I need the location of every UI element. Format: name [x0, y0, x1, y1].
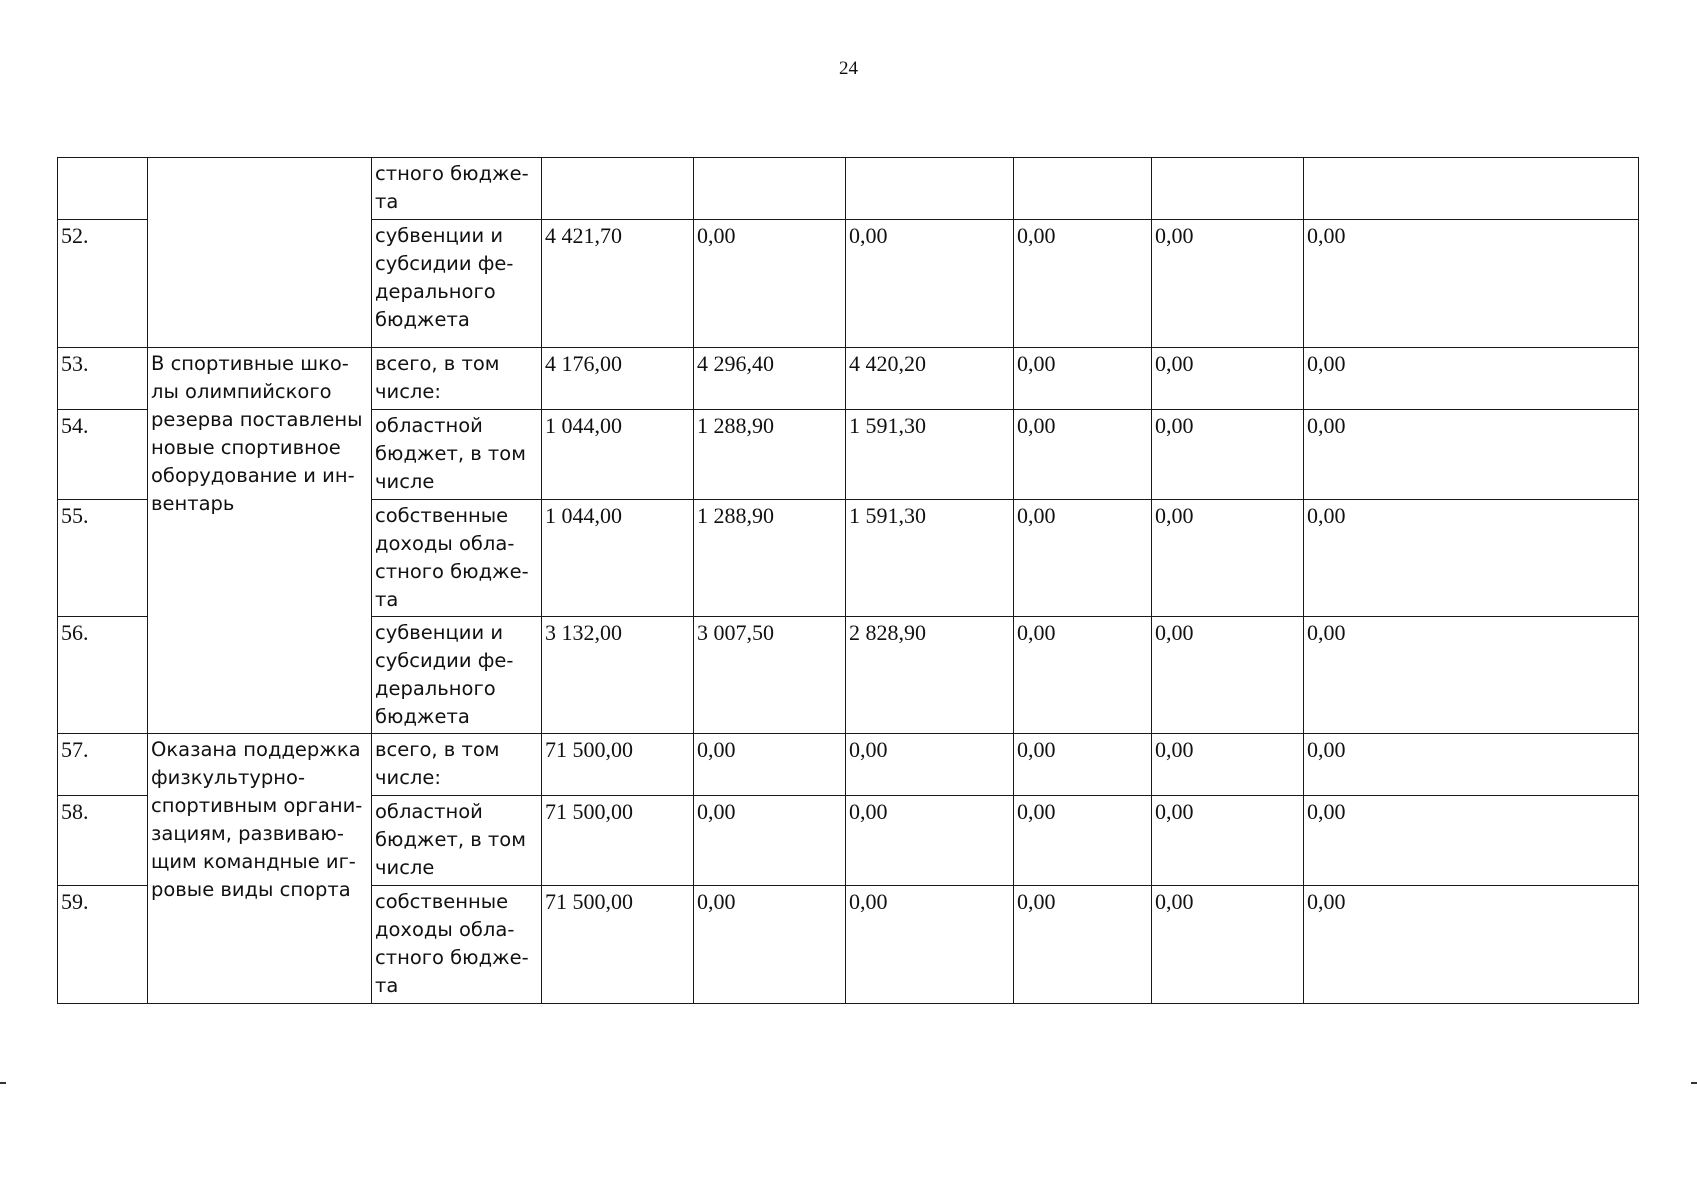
value-cell: 0,00: [694, 220, 846, 348]
value-cell: 0,00: [694, 734, 846, 796]
value-cell: [694, 158, 846, 220]
value-cell: 0,00: [694, 886, 846, 1004]
row-index: 57.: [58, 734, 148, 796]
funding-source: областной бюджет, в том числе: [372, 796, 542, 886]
value-cell: 0,00: [1014, 617, 1152, 734]
value-cell: [1152, 158, 1304, 220]
value-cell: 2 828,90: [846, 617, 1014, 734]
value-cell: 0,00: [846, 796, 1014, 886]
value-cell: 4 296,40: [694, 348, 846, 410]
value-cell: 71 500,00: [542, 734, 694, 796]
table-row: [58, 734, 1639, 796]
page-number: 24: [839, 58, 858, 79]
row-description-empty: [148, 158, 372, 348]
value-cell: 0,00: [1152, 348, 1304, 410]
value-cell: 0,00: [1014, 796, 1152, 886]
value-cell: 0,00: [1152, 796, 1304, 886]
funding-source: областной бюджет, в том числе: [372, 410, 542, 500]
row-index: 58.: [58, 796, 148, 886]
value-cell: 0,00: [1014, 410, 1152, 500]
value-cell: 0,00: [1304, 734, 1639, 796]
table-row: [58, 348, 1639, 410]
value-cell: 0,00: [846, 220, 1014, 348]
value-cell: 0,00: [1304, 220, 1639, 348]
value-cell: 0,00: [1152, 500, 1304, 617]
funding-source: субвенции и субсидии фе- дерального бюджета: [372, 220, 542, 348]
value-cell: 1 044,00: [542, 410, 694, 500]
value-cell: 0,00: [1014, 500, 1152, 617]
value-cell: 3 007,50: [694, 617, 846, 734]
row-index: 55.: [58, 500, 148, 617]
value-cell: 0,00: [1304, 617, 1639, 734]
funding-source: субвенции и субсидии фе- дерального бюджета: [372, 617, 542, 734]
funding-source: собственные доходы обла- стного бюдже- та: [372, 500, 542, 617]
scan-margin-mark: [1691, 1082, 1697, 1084]
value-cell: 1 591,30: [846, 410, 1014, 500]
value-cell: 0,00: [1014, 886, 1152, 1004]
value-cell: 1 044,00: [542, 500, 694, 617]
value-cell: 0,00: [1304, 500, 1639, 617]
scan-margin-mark: [0, 1082, 6, 1084]
value-cell: 71 500,00: [542, 886, 694, 1004]
value-cell: 0,00: [1014, 734, 1152, 796]
value-cell: 0,00: [1152, 617, 1304, 734]
value-cell: 0,00: [1304, 410, 1639, 500]
value-cell: [1014, 158, 1152, 220]
table-row: [58, 158, 1639, 220]
value-cell: 0,00: [1014, 220, 1152, 348]
value-cell: 0,00: [1304, 796, 1639, 886]
value-cell: [846, 158, 1014, 220]
funding-source: собственные доходы обла- стного бюдже- та: [372, 886, 542, 1004]
budget-table: [57, 157, 1639, 1004]
value-cell: 3 132,00: [542, 617, 694, 734]
value-cell: 0,00: [1152, 886, 1304, 1004]
value-cell: [542, 158, 694, 220]
value-cell: 0,00: [1152, 220, 1304, 348]
funding-source: стного бюдже- та: [372, 158, 542, 220]
funding-source: всего, в том числе:: [372, 734, 542, 796]
value-cell: 0,00: [846, 734, 1014, 796]
value-cell: [1304, 158, 1639, 220]
value-cell: 0,00: [1152, 410, 1304, 500]
value-cell: 4 421,70: [542, 220, 694, 348]
row-index: 54.: [58, 410, 148, 500]
value-cell: 4 176,00: [542, 348, 694, 410]
row-index: 56.: [58, 617, 148, 734]
row-index: 52.: [58, 220, 148, 348]
funding-source: всего, в том числе:: [372, 348, 542, 410]
value-cell: 1 288,90: [694, 410, 846, 500]
row-index: 53.: [58, 348, 148, 410]
row-index: [58, 158, 148, 220]
measure-description: В спортивные шко- лы олимпийского резерва поставлены новые спортивное оборудование и ин- вентарь: [148, 348, 372, 734]
value-cell: 1 591,30: [846, 500, 1014, 617]
value-cell: 0,00: [1304, 886, 1639, 1004]
value-cell: 4 420,20: [846, 348, 1014, 410]
value-cell: 0,00: [694, 796, 846, 886]
value-cell: 71 500,00: [542, 796, 694, 886]
value-cell: 0,00: [1304, 348, 1639, 410]
value-cell: 1 288,90: [694, 500, 846, 617]
row-index: 59.: [58, 886, 148, 1004]
value-cell: 0,00: [1152, 734, 1304, 796]
measure-description: Оказана поддержка физкультурно- спортивным органи- зациям, развиваю- щим командные иг- ровые виды спорта: [148, 734, 372, 1004]
value-cell: 0,00: [846, 886, 1014, 1004]
value-cell: 0,00: [1014, 348, 1152, 410]
